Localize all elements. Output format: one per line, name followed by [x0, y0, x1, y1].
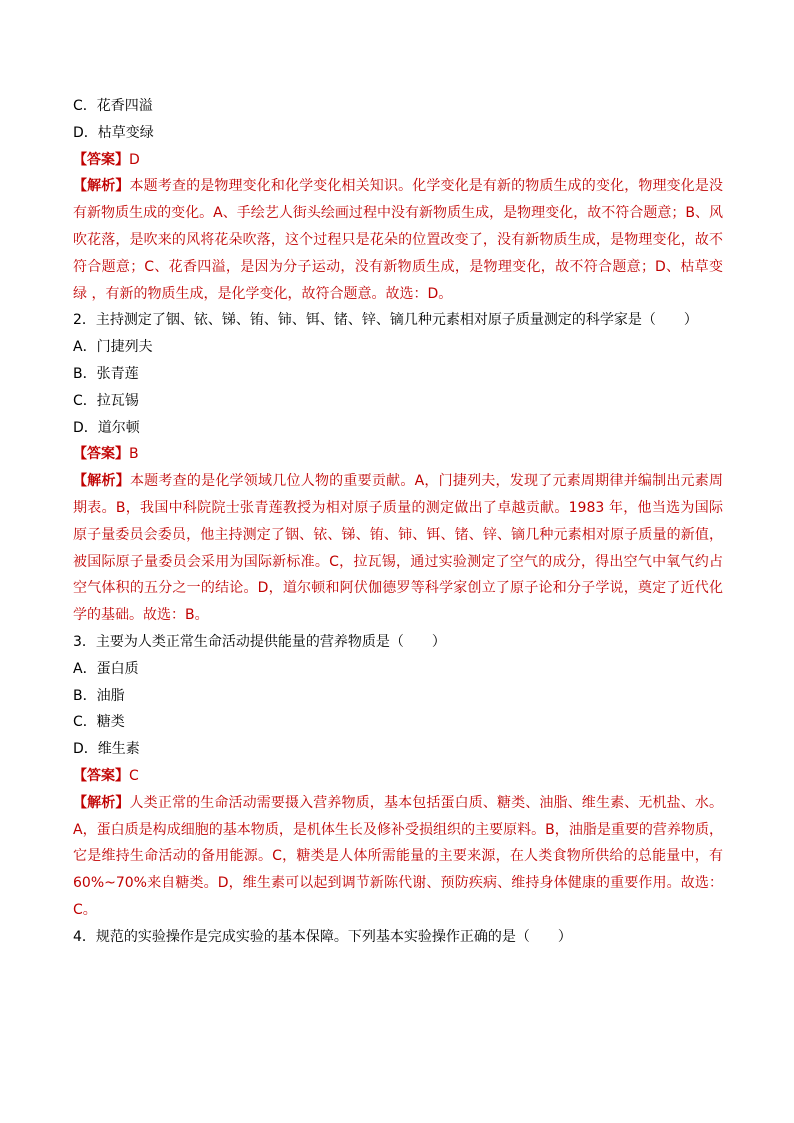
analysis-text: 本题考查的是化学领域几位人物的重要贡献。A，门捷列夫，发现了元素周期律并编制出元素周期表。B，我国中科院院士张青莲教授为相对原子质量的测定做出了卓越贡献。1983 年，他当选为国际原子量委员会委员，他主持测定了铟、铱、锑、铕、铈、铒、锗、锌、镝几种元素相对原子质量的新值，被国际原子量委员会采用为国际新标准。C，拉瓦锡，通过实验测定了空气的成分，得出空气中氧气约占空气体积的五分之一的结论。D，道尔顿和阿伏伽德罗等科学家创立了原子论和分子学说，奠定了近代化学的基础。故选：B。: [73, 473, 724, 624]
analysis-text: 人类正常的生命活动需要摄入营养物质，基本包括蛋白质、糖类、油脂、维生素、无机盐、水。A，蛋白质是构成细胞的基本物质，是机体生长及修补受损组织的主要原料。B，油脂是重要的营养物质，它是维持生命活动的备用能源。C，糖类是人体所需能量的主要来源，在人类食物所供给的总能量中，有60%~70%来自糖类。D，维生素可以起到调节新陈代谢、预防疾病、维持身体健康的重要作用。故选：C。: [73, 794, 724, 918]
q3-stem: 3．主要为人类正常生命活动提供能量的营养物质是（ ）: [73, 633, 446, 650]
analysis-text: 本题考查的是物理变化和化学变化相关知识。化学变化是有新的物质生成的变化，物理变化是没有新物质生成的变化。A、手绘艺人街头绘画过程中没有新物质生成，是物理变化，故不符合题意；B、风吹花落，是吹来的风将花朵吹落，这个过程只是花朵的位置改变了，没有新物质生成，是物理变化，故不符合题意；C、花香四溢，是因为分子运动，没有新物质生成，是物理变化，故不符合题意；D、枯草变绿 ，有新的物质生成，是化学变化，故符合题意。故选：D。: [73, 178, 724, 302]
analysis-label: 【解析】: [73, 473, 130, 490]
q3-option-c: C．糖类: [73, 714, 125, 731]
q1-option-d: D．枯草变绿: [73, 124, 154, 141]
q3-option-b: B．油脂: [73, 687, 125, 704]
q1-answer: [73, 147, 723, 174]
analysis-label: 【解析】: [73, 794, 130, 811]
q1-option-c: C．花香四溢: [73, 98, 153, 114]
q3-analysis: [73, 790, 723, 924]
q2-answer: [73, 441, 723, 468]
answer-value: D: [129, 151, 140, 168]
q1-analysis: [73, 173, 723, 307]
q3-answer: [73, 763, 723, 790]
q2-stem: 2．主持测定了铟、铱、锑、铕、铈、铒、锗、锌、镝几种元素相对原子质量测定的科学家是（ ）: [73, 312, 698, 329]
q2-option-a: A．门捷列夫: [73, 339, 153, 356]
q3-option-a: A．蛋白质: [73, 660, 139, 677]
answer-value: B: [129, 446, 139, 463]
answer-label: 【答案】: [73, 446, 129, 463]
answer-label: 【答案】: [73, 767, 129, 784]
q3-option-d: D．维生素: [73, 741, 140, 758]
q2-option-d: D．道尔顿: [73, 419, 140, 436]
answer-label: 【答案】: [73, 151, 129, 168]
q2-analysis: [73, 468, 723, 629]
q2-option-b: B．张青莲: [73, 365, 139, 382]
q2-option-c: C．拉瓦锡: [73, 392, 139, 409]
analysis-label: 【解析】: [73, 178, 130, 195]
document-page: [73, 93, 723, 951]
q4-stem: 4．规范的实验操作是完成实验的基本保障。下列基本实验操作正确的是（ ）: [73, 928, 572, 945]
answer-value: C: [129, 767, 139, 784]
